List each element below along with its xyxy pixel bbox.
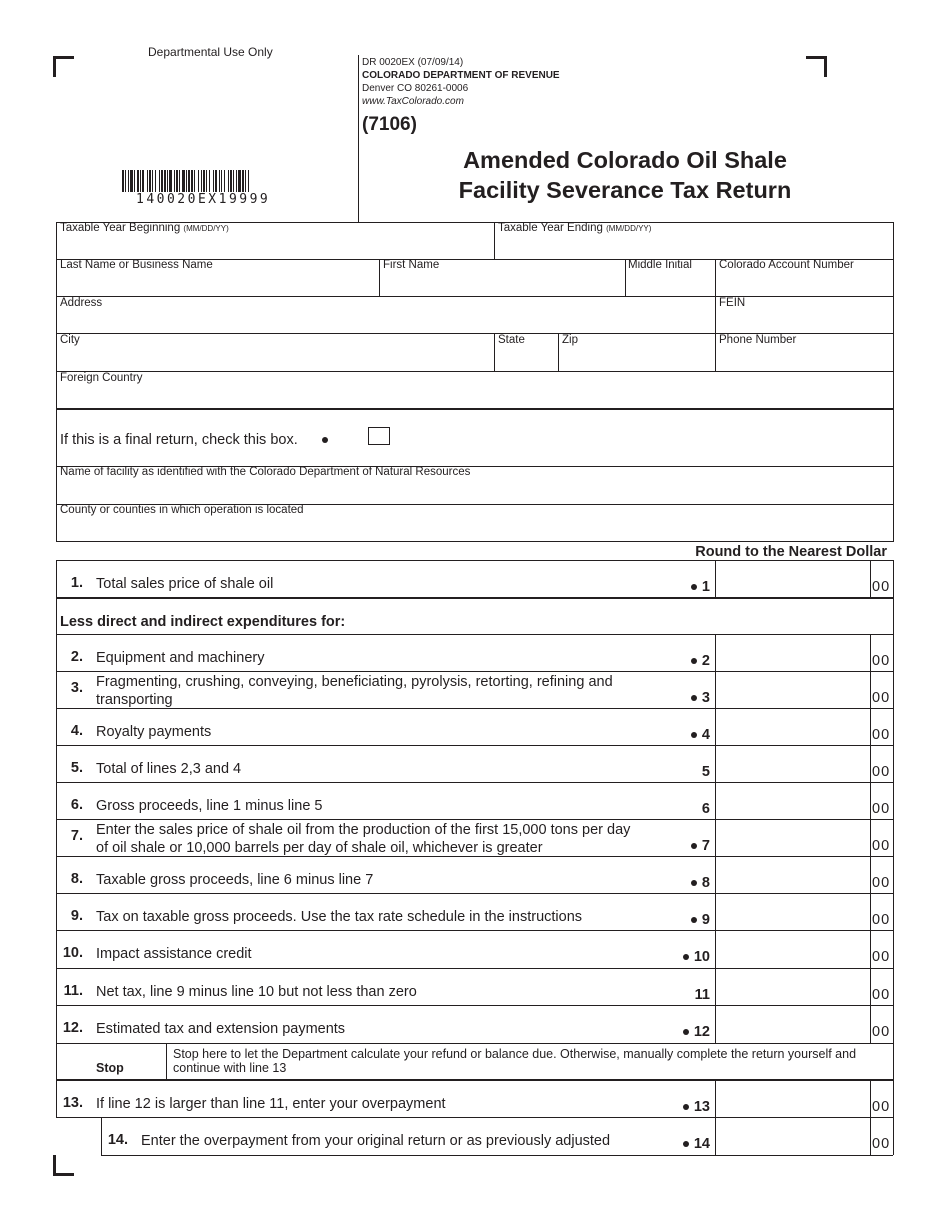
grid-line (893, 968, 894, 1005)
line-number: 8. (70, 871, 83, 887)
barcode-bar (242, 170, 244, 192)
amount-input[interactable] (716, 1006, 869, 1042)
line-number: 7. (70, 828, 83, 844)
form-number: (7106) (362, 114, 417, 135)
county-field[interactable]: County or counties in which operation is located (60, 504, 304, 516)
line-reference-number: 10 (693, 949, 710, 965)
cents-value: 00 (872, 1024, 891, 1040)
line-reference-number: 11 (694, 987, 710, 1003)
barcode-bar (186, 170, 187, 192)
cents-value: 00 (872, 875, 891, 891)
last-name-field[interactable]: Last Name or Business Name (60, 259, 213, 271)
line-number: 12. (62, 1020, 83, 1036)
grid-line (870, 819, 871, 856)
line-number: 9. (70, 908, 83, 924)
cents-value: 00 (872, 1099, 891, 1115)
barcode-bar (161, 170, 163, 192)
line-number: 4. (70, 723, 83, 739)
grid-line (870, 708, 871, 745)
grid-line (625, 259, 626, 296)
grid-line (56, 1043, 894, 1044)
form-title-line1: Amended Colorado Oil Shale (463, 147, 787, 173)
amount-input[interactable] (716, 709, 869, 744)
barcode-bar (182, 170, 185, 192)
grid-line (893, 1117, 894, 1155)
line-description: Gross proceeds, line 1 minus line 5 (96, 798, 323, 814)
grid-line (56, 597, 893, 598)
amount-input[interactable] (716, 672, 869, 707)
line-reference (640, 764, 710, 780)
year-end-field[interactable] (498, 222, 651, 234)
grid-line (56, 1079, 894, 1081)
barcode-bar (221, 170, 222, 192)
foreign-country-field[interactable]: Foreign Country (60, 372, 143, 384)
line-number: 11. (63, 983, 83, 999)
line-reference-number: 8 (701, 875, 710, 891)
cents-value: 00 (872, 727, 891, 743)
year-begin-field[interactable] (60, 222, 229, 234)
barcode-bar (215, 170, 217, 192)
line-reference-number: 3 (701, 690, 710, 706)
amount-input[interactable] (716, 783, 869, 818)
agency-address: Denver CO 80261-0006 (362, 83, 469, 94)
grid-line (870, 560, 871, 597)
required-bullet-icon (683, 954, 689, 960)
grid-line (494, 333, 495, 371)
grid-line (558, 333, 559, 371)
barcode-text: 140020EX19999 (136, 192, 271, 207)
barcode-bar (122, 170, 124, 192)
cents-value: 00 (872, 690, 891, 706)
line-reference (640, 987, 710, 1003)
barcode-bar (198, 170, 199, 192)
grid-line (893, 408, 894, 542)
grid-line (379, 259, 380, 296)
cents-value: 00 (872, 912, 891, 928)
line-description: Enter the sales price of shale oil from the production of the first 15,000 tons per day of oil shale or 10,000 barrels per day of shale oil, whichever is greater (96, 822, 631, 856)
required-bullet-icon (691, 584, 697, 590)
line-reference-number: 13 (693, 1099, 710, 1115)
line-reference-number: 1 (701, 579, 710, 595)
barcode-bar (233, 170, 234, 192)
grid-line (166, 1043, 167, 1080)
line-reference-number: 6 (701, 801, 710, 817)
corner-mark-top-left (53, 56, 74, 77)
final-return-text: If this is a final return, check this box. (60, 432, 298, 448)
stop-label: Stop (96, 1061, 124, 1075)
grid-line (870, 671, 871, 708)
line-description: Taxable gross proceeds, line 6 minus line 7 (96, 872, 374, 888)
line-description: Total of lines 2,3 and 4 (96, 761, 242, 777)
cents-value: 00 (872, 801, 891, 817)
barcode-bar (147, 170, 148, 192)
cents-value: 00 (872, 838, 891, 854)
amount-input[interactable] (716, 1118, 869, 1154)
barcode-bar (149, 170, 151, 192)
cents-value: 00 (872, 987, 891, 1003)
line-reference (640, 579, 710, 595)
grid-line (56, 597, 57, 634)
zip-field[interactable]: Zip (562, 334, 578, 346)
line-description: Tax on taxable gross proceeds. Use the tax rate schedule in the instructions (96, 909, 583, 925)
line-reference-number: 12 (693, 1024, 710, 1040)
barcode-bar (130, 170, 133, 192)
header-divider (358, 55, 359, 222)
amount-input[interactable] (716, 635, 869, 670)
line-reference-number: 5 (701, 764, 710, 780)
grid-line (56, 408, 57, 542)
barcode-bar (228, 170, 229, 192)
amount-input[interactable] (716, 1081, 869, 1116)
grid-line (870, 856, 871, 893)
barcode-bar (176, 170, 178, 192)
barcode-bar (209, 170, 210, 192)
grid-line (56, 541, 894, 542)
grid-line (870, 893, 871, 930)
grid-line (893, 597, 894, 634)
state-field[interactable]: State (498, 334, 525, 346)
amount-input[interactable] (716, 931, 869, 967)
line-reference (640, 653, 710, 669)
line-reference-number: 9 (701, 912, 710, 928)
grid-line (893, 1043, 894, 1080)
barcode (122, 170, 304, 192)
barcode-bar (164, 170, 166, 192)
year-begin-format: (MM/DD/YY) (183, 224, 229, 233)
line-description: Total sales price of shale oil (96, 576, 274, 592)
barcode-bar (159, 170, 160, 192)
barcode-bar (213, 170, 214, 192)
line-description: Fragmenting, crushing, conveying, beneficiating, pyrolysis, retorting, refining and transporting (96, 674, 613, 708)
required-bullet-icon (691, 843, 697, 849)
line-reference (640, 949, 710, 965)
line-number: 2. (70, 649, 83, 665)
line-description: Estimated tax and extension payments (96, 1021, 346, 1037)
required-bullet-icon (691, 658, 697, 664)
grid-line (101, 1155, 893, 1156)
line-reference (640, 1024, 710, 1040)
line-number: 14. (107, 1132, 128, 1148)
barcode-bar (224, 170, 225, 192)
year-begin-label: Taxable Year Beginning (60, 222, 181, 234)
grid-line (715, 259, 716, 371)
line-description: Impact assistance credit (96, 946, 252, 962)
required-bullet-icon (691, 695, 697, 701)
barcode-bar (152, 170, 153, 192)
grid-line (893, 222, 894, 408)
middle-initial-field[interactable]: Middle Initial (628, 259, 692, 271)
barcode-bar (169, 170, 172, 192)
grid-line (870, 968, 871, 1005)
required-bullet-icon (322, 437, 328, 443)
barcode-bar (174, 170, 175, 192)
cents-value: 00 (872, 949, 891, 965)
line-reference (640, 838, 710, 854)
barcode-bar (134, 170, 135, 192)
grid-line (870, 634, 871, 671)
grid-line (56, 408, 894, 410)
cents-value: 00 (872, 764, 891, 780)
line-number: 13. (62, 1095, 83, 1111)
phone-field[interactable]: Phone Number (719, 334, 797, 346)
amount-input[interactable] (716, 820, 869, 855)
line-reference (640, 912, 710, 928)
barcode-bar (203, 170, 205, 192)
grid-line (893, 745, 894, 782)
grid-line (870, 930, 871, 968)
barcode-bar (140, 170, 141, 192)
required-bullet-icon (691, 732, 697, 738)
line-description: Enter the overpayment from your original return or as previously adjusted (141, 1133, 611, 1149)
line-reference (640, 727, 710, 743)
account-number-field[interactable]: Colorado Account Number (719, 259, 854, 271)
grid-line (870, 782, 871, 819)
barcode-bar (191, 170, 193, 192)
grid-line (870, 1117, 871, 1155)
line-description: If line 12 is larger than line 11, enter your overpayment (96, 1096, 446, 1112)
barcode-bar (230, 170, 232, 192)
departmental-use-label: Departmental Use Only (148, 45, 273, 59)
grid-line (494, 222, 495, 259)
barcode-bar (238, 170, 241, 192)
line-description: Royalty payments (96, 724, 212, 740)
grid-line (870, 745, 871, 782)
less-expenditures-heading: Less direct and indirect expenditures for: (60, 614, 346, 630)
grid-line (893, 893, 894, 930)
grid-line (893, 634, 894, 671)
barcode-bar (188, 170, 190, 192)
line-number: 1. (70, 575, 83, 591)
grid-line (56, 296, 894, 297)
corner-mark-top-right (806, 56, 827, 77)
grid-line (893, 708, 894, 745)
barcode-bar (128, 170, 129, 192)
form-title (420, 145, 830, 205)
line-number: 6. (70, 797, 83, 813)
fein-field[interactable]: FEIN (719, 297, 746, 309)
barcode-bar (201, 170, 202, 192)
required-bullet-icon (691, 880, 697, 886)
barcode-bar (155, 170, 156, 192)
first-name-field[interactable]: First Name (383, 259, 440, 271)
cents-value: 00 (872, 1136, 891, 1152)
line-reference (640, 1099, 710, 1115)
line-reference-number: 2 (701, 653, 710, 669)
barcode-bar (219, 170, 220, 192)
form-code: DR 0020EX (07/09/14) (362, 57, 464, 68)
barcode-bar (245, 170, 246, 192)
line-description: Equipment and machinery (96, 650, 265, 666)
grid-line (893, 856, 894, 893)
address-field[interactable]: Address (60, 297, 103, 309)
barcode-bar (206, 170, 207, 192)
year-end-label: Taxable Year Ending (498, 222, 603, 234)
line-reference-number: 4 (701, 727, 710, 743)
barcode-bar (248, 170, 249, 192)
corner-mark-bottom-left (53, 1155, 74, 1176)
amount-input[interactable] (716, 894, 869, 929)
line-number: 5. (70, 760, 83, 776)
grid-line (870, 1080, 871, 1117)
agency-name: COLORADO DEPARTMENT OF REVENUE (362, 70, 560, 81)
grid-line (893, 782, 894, 819)
line-number: 3. (70, 680, 83, 696)
line-reference-number: 7 (701, 838, 710, 854)
line-reference (640, 1136, 710, 1152)
year-end-format: (MM/DD/YY) (606, 224, 652, 233)
barcode-bar (194, 170, 195, 192)
grid-line (893, 1005, 894, 1043)
grid-line (56, 1043, 57, 1080)
amount-input[interactable] (716, 561, 869, 596)
line-description: Net tax, line 9 minus line 10 but not less than zero (96, 984, 417, 1000)
amount-input[interactable] (716, 969, 869, 1004)
stop-text: Stop here to let the Department calculate your refund or balance due. Otherwise, manually complete the return yourself and continue with line 13 (173, 1047, 857, 1075)
required-bullet-icon (683, 1141, 689, 1147)
grid-line (56, 222, 57, 408)
cents-value: 00 (872, 579, 891, 595)
barcode-bar (236, 170, 237, 192)
line-reference (640, 801, 710, 817)
barcode-bar (125, 170, 126, 192)
form-title-line2: Facility Severance Tax Return (458, 177, 792, 203)
cents-value: 00 (872, 653, 891, 669)
grid-line (893, 930, 894, 968)
line-reference (640, 690, 710, 706)
grid-line (893, 671, 894, 708)
grid-line (56, 371, 894, 372)
barcode-bar (142, 170, 144, 192)
line-reference-number: 14 (693, 1136, 710, 1152)
final-return-label (60, 432, 333, 448)
required-bullet-icon (683, 1104, 689, 1110)
amount-input[interactable] (716, 857, 869, 892)
barcode-bar (137, 170, 139, 192)
grid-line (893, 1080, 894, 1117)
grid-line (870, 1005, 871, 1043)
final-return-checkbox[interactable] (368, 427, 390, 445)
facility-name-field[interactable]: Name of facility as identified with the Colorado Department of Natural Resources (60, 466, 471, 478)
amount-input[interactable] (716, 746, 869, 781)
agency-website[interactable]: www.TaxColorado.com (362, 96, 464, 107)
barcode-bar (167, 170, 168, 192)
round-note: Round to the Nearest Dollar (695, 544, 887, 560)
grid-line (893, 560, 894, 597)
city-field[interactable]: City (60, 334, 80, 346)
line-number: 10. (62, 945, 83, 961)
grid-line (893, 819, 894, 856)
barcode-bar (179, 170, 180, 192)
required-bullet-icon (691, 917, 697, 923)
line-reference (640, 875, 710, 891)
required-bullet-icon (683, 1029, 689, 1035)
